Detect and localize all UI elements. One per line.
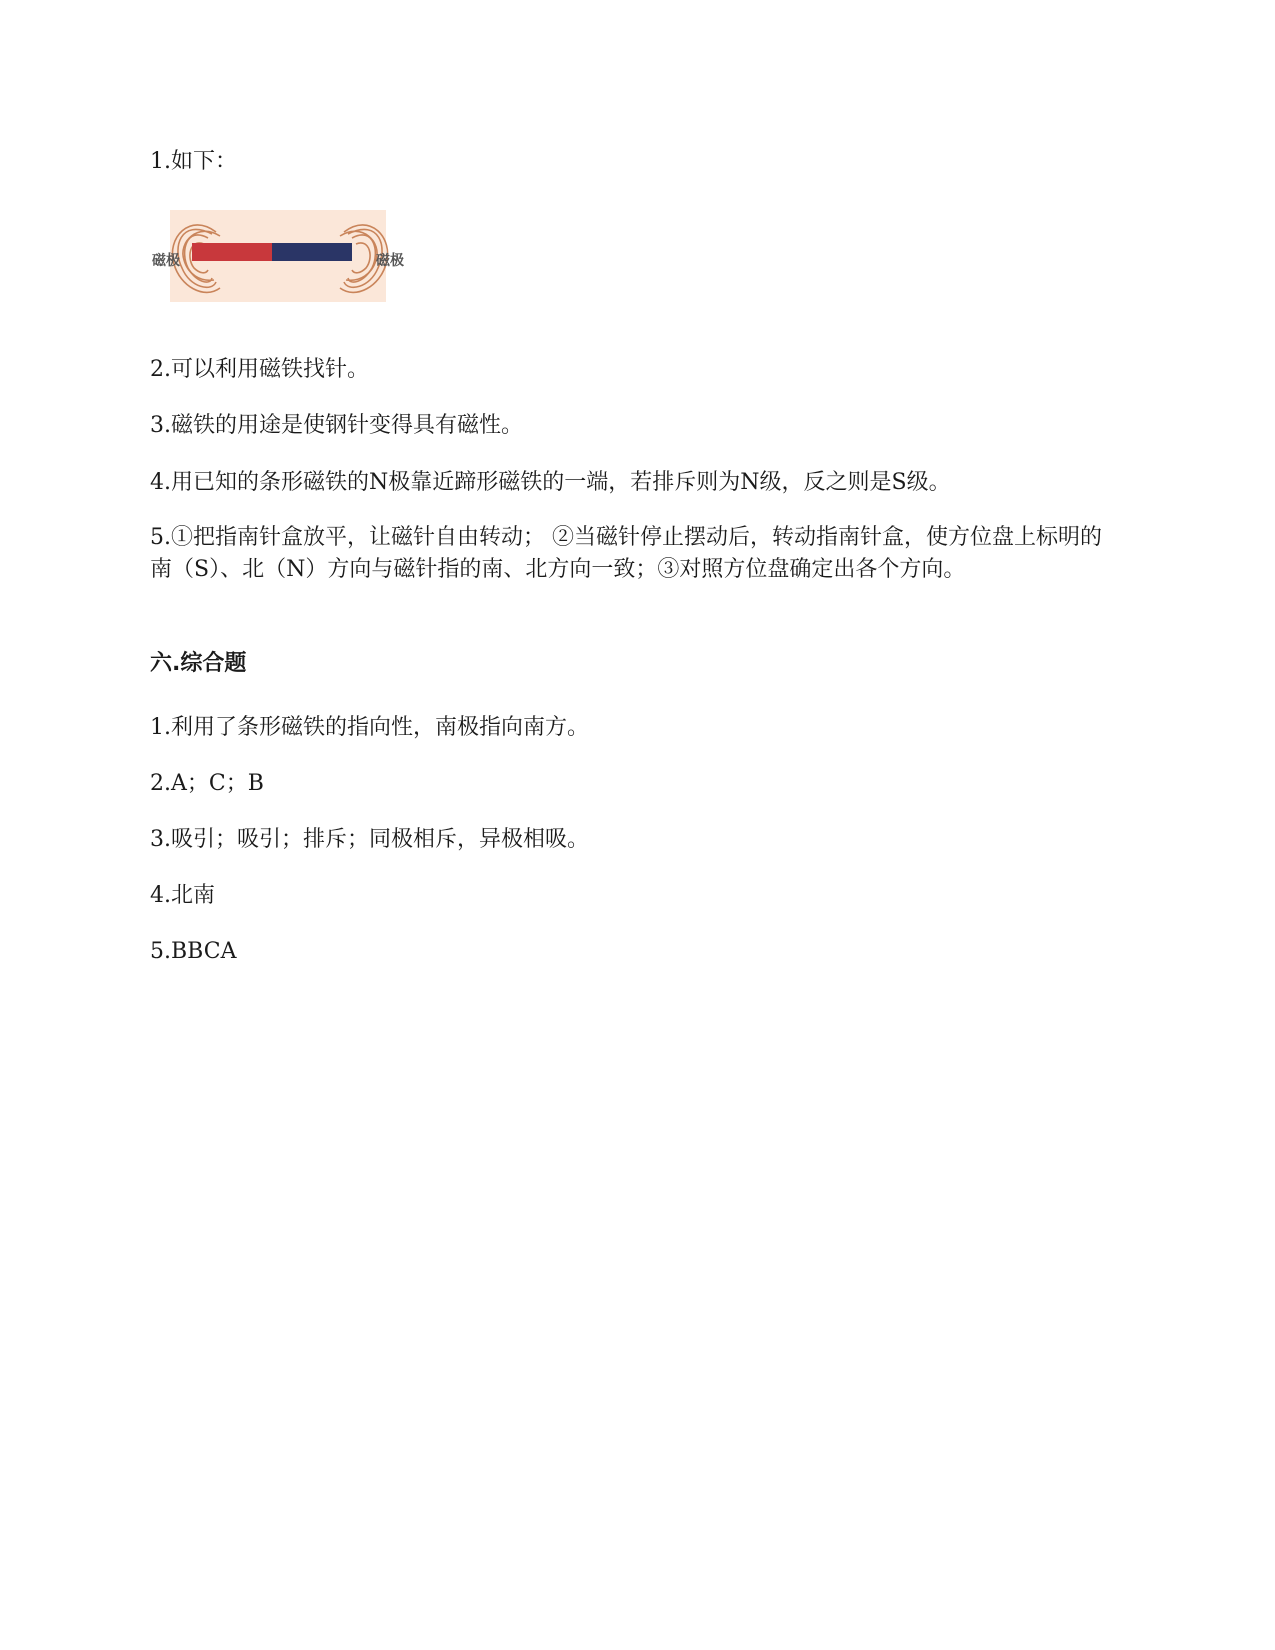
comprehensive-answer-2: 2.A；C；B (150, 771, 264, 796)
left-pole-label: 磁极 (152, 253, 180, 269)
magnet-red-half (192, 243, 272, 261)
answer-3: 3.磁铁的用途是使钢针变得具有磁性。 (150, 413, 523, 438)
comprehensive-answer-4: 4.北南 (150, 883, 215, 908)
comprehensive-answer-3: 3.吸引；吸引；排斥；同极相斥，异极相吸。 (150, 827, 589, 852)
section-heading: 六.综合题 (150, 651, 247, 676)
answer-2: 2.可以利用磁铁找针。 (150, 357, 369, 382)
answer-4: 4.用已知的条形磁铁的N极靠近蹄形磁铁的一端，若排斥则为N级，反之则是S级。 (150, 470, 951, 495)
magnet-blue-half (272, 243, 352, 261)
magnet-figure (150, 208, 410, 308)
answer-5: 5.①把指南针盒放平，让磁针自由转动； ②当磁针停止摆动后，转动指南针盒，使方位盘上标明的南（S）、北（N）方向与磁针指的南、北方向一致；③对照方位盘确定出各个方向。 (150, 525, 1102, 582)
comprehensive-answer-5: 5.BBCA (150, 939, 237, 964)
bar-magnet-diagram (150, 208, 410, 308)
right-pole-label: 磁极 (376, 253, 404, 269)
comprehensive-answer-1: 1.利用了条形磁铁的指向性，南极指向南方。 (150, 715, 589, 740)
answer-1: 1.如下： (150, 149, 237, 174)
